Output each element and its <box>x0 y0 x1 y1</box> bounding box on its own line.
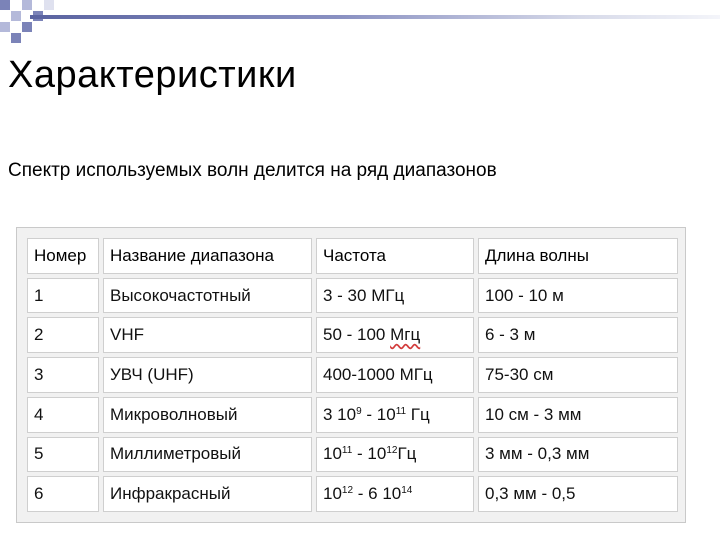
cell-frequency <box>316 397 474 433</box>
cell-band-name: VHF <box>103 317 312 353</box>
freq-text: - 6 10 <box>353 484 402 504</box>
cell-band-name: Микроволновый <box>103 397 312 433</box>
freq-text: - 10 <box>361 404 396 424</box>
header-cell-frequency: Частота <box>316 238 474 274</box>
slide-title: Характеристики <box>8 54 297 96</box>
freq-text: 10 <box>323 444 342 464</box>
freq-exponent: 12 <box>386 445 398 457</box>
header-cell-number: Номер <box>27 238 99 274</box>
freq-exponent: 12 <box>341 485 354 497</box>
table-row <box>27 437 678 473</box>
header-cell-band-name: Название диапазона <box>103 238 312 274</box>
freq-text: Гц <box>406 404 430 424</box>
table-row <box>27 397 678 433</box>
cell-wavelength: 75-30 см <box>478 357 678 393</box>
cell-band-name: Миллиметровый <box>103 437 312 473</box>
cell-frequency: 3 - 30 МГц <box>316 278 474 314</box>
deco-square <box>11 33 21 43</box>
deco-square <box>44 0 54 10</box>
cell-wavelength: 100 - 10 м <box>478 278 678 314</box>
header-cell-wavelength: Длина волны <box>478 238 678 274</box>
decorative-squares <box>0 0 80 45</box>
deco-square <box>22 22 32 32</box>
frequency-table <box>16 227 686 523</box>
cell-number: 3 <box>27 357 99 393</box>
cell-number: 5 <box>27 437 99 473</box>
cell-number: 2 <box>27 317 99 353</box>
cell-wavelength: 10 см - 3 мм <box>478 397 678 433</box>
cell-wavelength: 3 мм - 0,3 мм <box>478 437 678 473</box>
cell-band-name: Высокочастотный <box>103 278 312 314</box>
cell-band-name: Инфракрасный <box>103 476 312 512</box>
table-row <box>27 317 678 353</box>
cell-frequency <box>316 317 474 353</box>
cell-number: 4 <box>27 397 99 433</box>
cell-number: 1 <box>27 278 99 314</box>
deco-square <box>22 0 32 10</box>
table-row <box>27 476 678 512</box>
header-accent-bar <box>30 15 720 19</box>
table-row <box>27 357 678 393</box>
deco-square <box>0 0 10 10</box>
freq-exponent: 9 <box>356 405 362 417</box>
freq-text: Гц <box>397 444 417 464</box>
cell-number: 6 <box>27 476 99 512</box>
table-header-row <box>27 238 678 274</box>
freq-exponent: 11 <box>341 445 353 457</box>
freq-exponent: 11 <box>395 405 407 417</box>
deco-square <box>0 22 10 32</box>
deco-square <box>11 11 21 21</box>
freq-unit-spellcheck: Мгц <box>390 325 421 345</box>
cell-frequency: 400-1000 МГц <box>316 357 474 393</box>
freq-text: 50 - 100 <box>323 325 391 345</box>
cell-wavelength: 6 - 3 м <box>478 317 678 353</box>
freq-exponent: 14 <box>401 485 413 497</box>
table-row <box>27 278 678 314</box>
cell-frequency <box>316 476 474 512</box>
freq-text: - 10 <box>352 444 387 464</box>
cell-band-name: УВЧ (UHF) <box>103 357 312 393</box>
cell-wavelength: 0,3 мм - 0,5 <box>478 476 678 512</box>
freq-text: 10 <box>323 484 342 504</box>
slide-subtitle: Спектр используемых волн делится на ряд диапазонов <box>8 160 497 181</box>
cell-frequency <box>316 437 474 473</box>
freq-text: 3 10 <box>323 404 357 424</box>
